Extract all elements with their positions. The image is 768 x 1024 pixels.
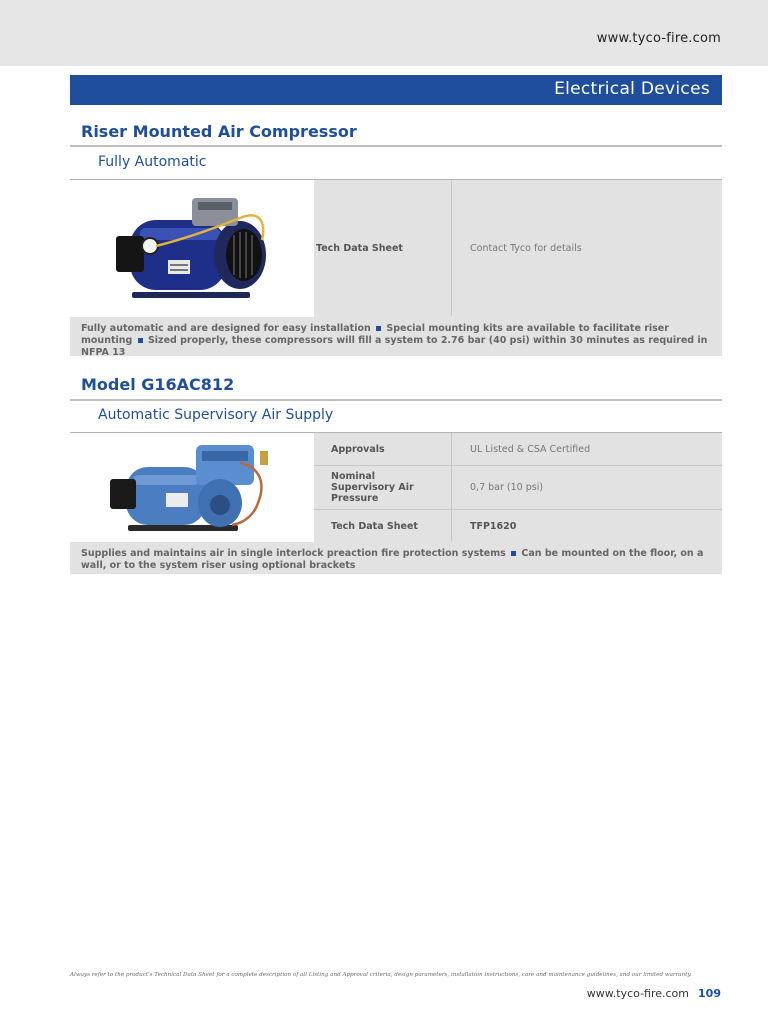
description-part: Supplies and maintains air in single interlock preaction fire protection systems [81, 548, 506, 559]
page-header-band [0, 0, 768, 66]
spec-row [314, 510, 722, 542]
header-url[interactable]: www.tyco-fire.com [596, 31, 721, 46]
bullet-icon [376, 326, 381, 331]
category-title: Electrical Devices [554, 79, 710, 99]
spec-row [314, 180, 722, 316]
spec-row [314, 466, 722, 510]
section-divider [70, 145, 722, 147]
page-number: 109 [698, 987, 721, 1000]
spec-label: Approvals [314, 433, 452, 465]
spec-label: Tech Data Sheet [314, 510, 452, 542]
spec-value: UL Listed & CSA Certified [470, 443, 591, 455]
product-image-supervisory-air-supply [70, 433, 314, 542]
product-subtitle: Fully Automatic [98, 154, 207, 170]
product-subtitle: Automatic Supervisory Air Supply [98, 407, 334, 423]
description-part: Can be mounted on the floor, on a wall, or to the system riser using optional brackets [81, 548, 704, 571]
category-bar [70, 75, 722, 105]
product-description [70, 542, 722, 574]
spec-label: Tech Data Sheet [314, 180, 452, 316]
spec-row [314, 433, 722, 466]
product-title: Riser Mounted Air Compressor [81, 122, 357, 141]
spec-value[interactable]: TFP1620 [470, 520, 517, 532]
product-image-air-compressor [70, 180, 314, 317]
spec-value: 0,7 bar (10 psi) [470, 482, 544, 493]
description-part: Sized properly, these compressors will fill a system to 2.76 bar (40 psi) within 30 minutes as required in NFPA 13 [81, 335, 708, 358]
product-description [70, 317, 722, 356]
footer-disclaimer: Always refer to the product's Technical Data Sheet for a complete description of all Listing and Approval criteria, design parameters, installation instructions, care and maintenance guidelines, and our limited warranty. [70, 972, 692, 978]
description-part: Special mounting kits are available to facilitate riser mounting [81, 323, 669, 346]
product-spec-block [70, 432, 722, 542]
spec-value: Contact Tyco for details [470, 242, 582, 254]
product-spec-block [70, 179, 722, 317]
spec-table [314, 180, 722, 317]
spec-label: Nominal Supervisory Air Pressure [314, 466, 452, 509]
footer-url[interactable]: www.tyco-fire.com [586, 987, 689, 1000]
bullet-icon [511, 551, 516, 556]
product-title: Model G16AC812 [81, 375, 235, 394]
spec-table [314, 433, 722, 542]
bullet-icon [138, 338, 143, 343]
section-divider [70, 399, 722, 401]
description-part: Fully automatic and are designed for easy installation [81, 323, 371, 334]
